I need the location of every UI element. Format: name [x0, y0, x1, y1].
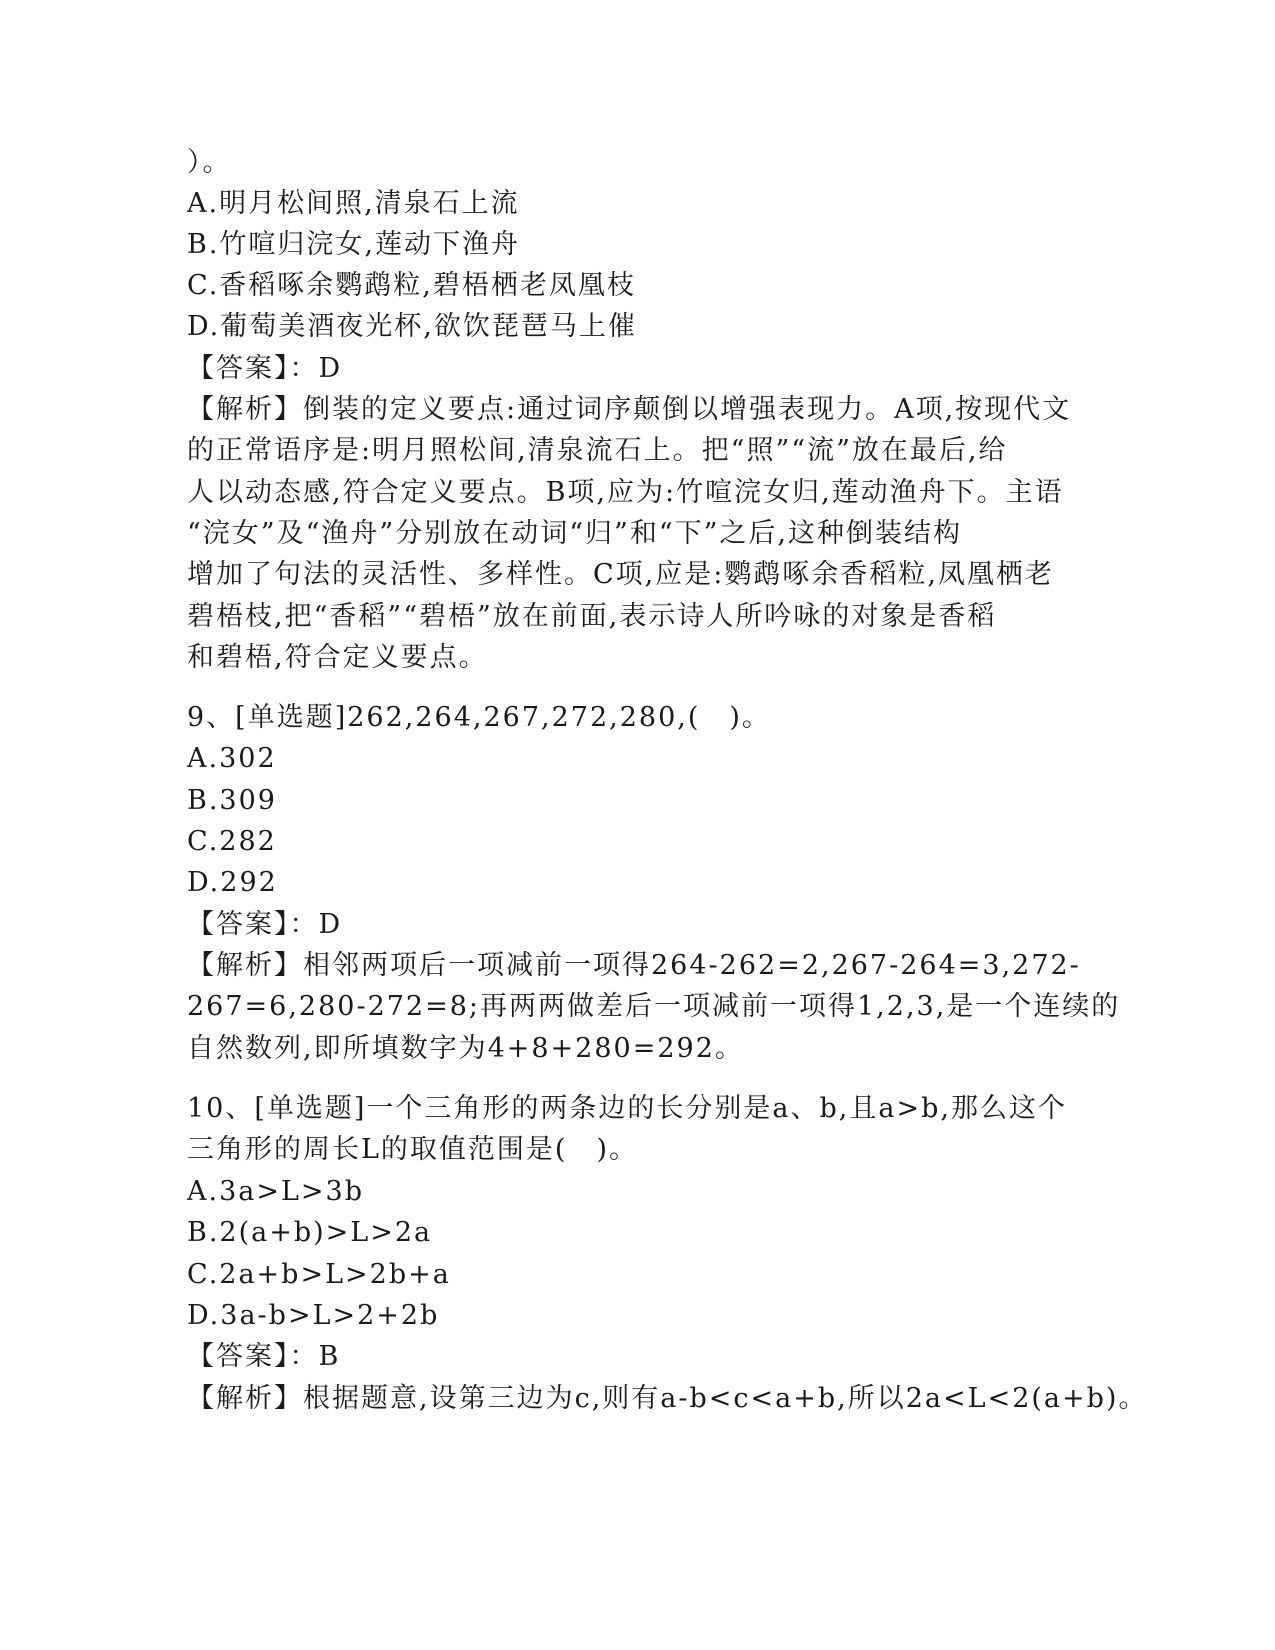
option-b: B.309	[187, 785, 277, 816]
option-b: B.竹喧归浣女,莲动下渔舟	[187, 229, 521, 260]
analysis-line: 267=6,280-272=8;再两两做差后一项减前一项得1,2,3,是一个连续的	[187, 991, 1121, 1022]
answer-line: 【答案】：D	[187, 353, 343, 384]
option-c: C.香稻啄余鹦鹉粒,碧梧栖老凤凰枝	[187, 270, 636, 301]
option-a: A.302	[187, 743, 277, 774]
previous-question-tail: ）。	[187, 147, 232, 178]
option-c: C.282	[187, 826, 277, 857]
question-10-stem: 10、[单选题]一个三角形的两条边的长分别是a、b,且a>b,那么这个	[187, 1093, 1067, 1124]
answer-line: 【答案】：D	[187, 909, 343, 940]
option-a: A.3a>L>3b	[187, 1176, 364, 1207]
analysis-line: 【解析】倒装的定义要点:通过词序颠倒以增强表现力。A项,按现代文	[187, 394, 1072, 425]
answer-line: 【答案】：B	[187, 1341, 341, 1372]
analysis-line: 人以动态感,符合定义要点。B项,应为:竹喧浣女归,莲动渔舟下。主语	[187, 477, 1064, 508]
analysis-line: 和碧梧,符合定义要点。	[187, 642, 488, 673]
option-d: D.292	[187, 867, 278, 898]
option-d: D.3a-b>L>2+2b	[187, 1300, 440, 1331]
analysis-line: “浣女”及“渔舟”分别放在动词“归”和“下”之后,这种倒装结构	[187, 518, 963, 549]
analysis-line: 增加了句法的灵活性、多样性。C项,应是:鹦鹉啄余香稻粒,凤凰栖老	[187, 559, 1054, 590]
analysis-line: 【解析】相邻两项后一项减前一项得264-262=2,267-264=3,272-	[187, 950, 1081, 981]
analysis-line: 的正常语序是:明月照松间,清泉流石上。把“照”“流”放在最后,给	[187, 435, 1008, 466]
analysis-line: 【解析】根据题意,设第三边为c,则有a-b<c<a+b,所以2a<L<2(a+b)。	[187, 1383, 1148, 1414]
question-10-stem-cont: 三角形的周长L的取值范围是( )。	[187, 1134, 638, 1165]
option-b: B.2(a+b)>L>2a	[187, 1217, 433, 1248]
option-c: C.2a+b>L>2b+a	[187, 1259, 451, 1290]
option-a: A.明月松间照,清泉石上流	[187, 188, 520, 219]
question-9-stem: 9、[单选题]262,264,267,272,280,( )。	[187, 702, 771, 733]
analysis-line: 自然数列,即所填数字为4+8+280=292。	[187, 1033, 744, 1064]
analysis-line: 碧梧枝,把“香稻”“碧梧”放在前面,表示诗人所吟咏的对象是香稻	[187, 601, 997, 632]
option-d: D.葡萄美酒夜光杯,欲饮琵琶马上催	[187, 311, 637, 342]
